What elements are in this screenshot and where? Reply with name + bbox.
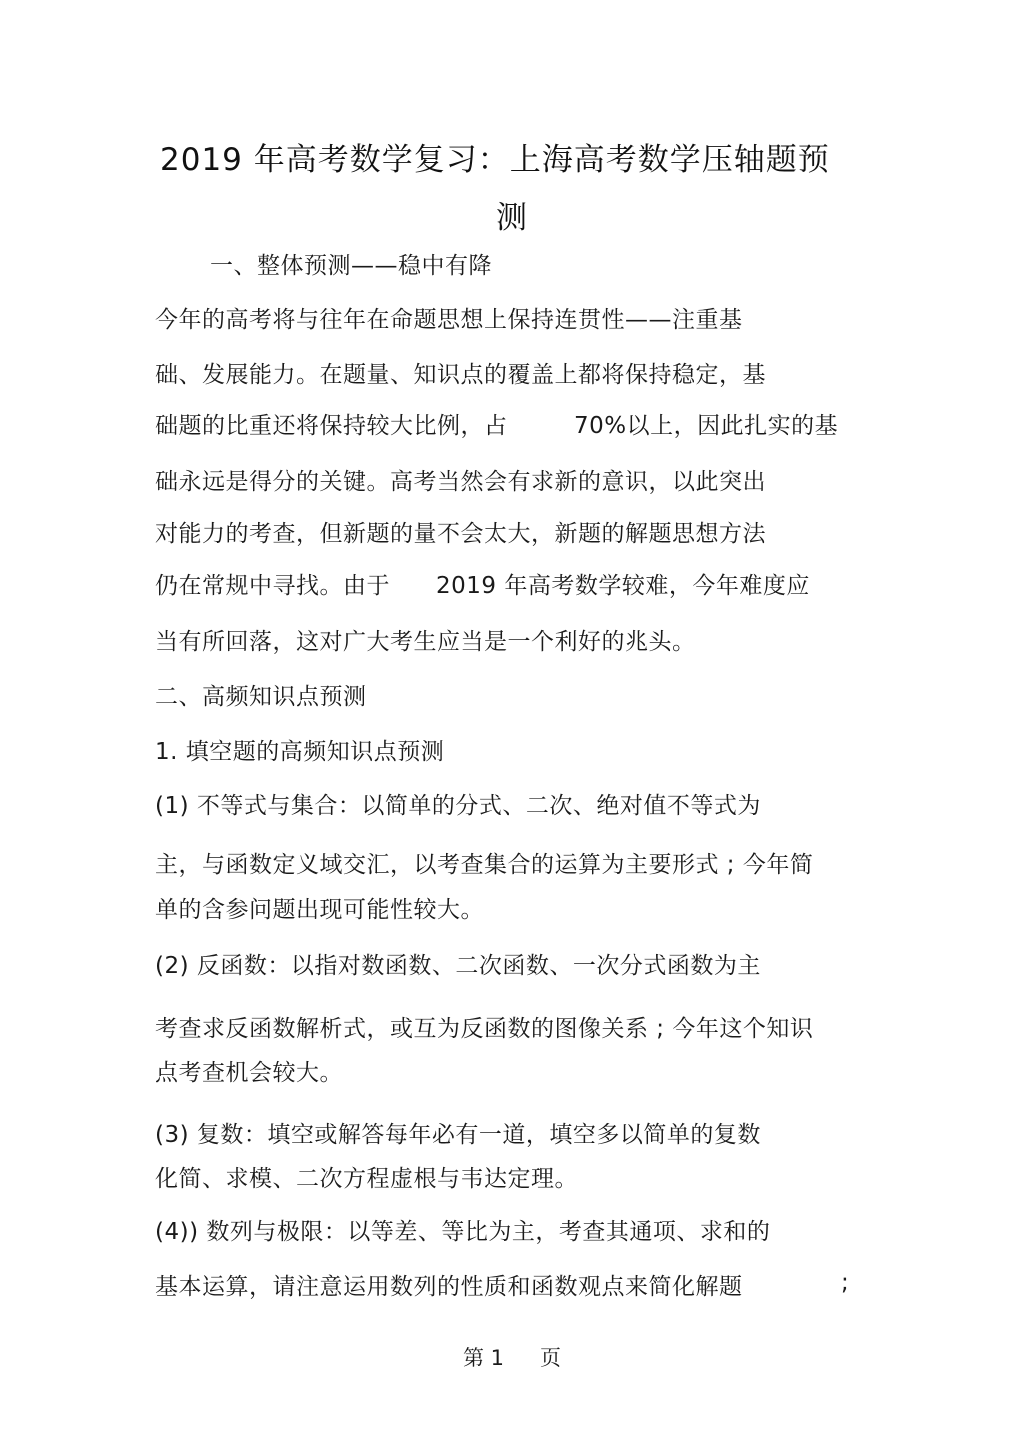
item4-line: (4)) 数列与极限：以等差、等比为主，考查其通项、求和的 <box>155 1219 771 1245</box>
item2-line: 点考查机会较大。 <box>155 1060 343 1086</box>
item3-line: (3) 复数：填空或解答每年必有一道，填空多以简单的复数 <box>155 1122 761 1148</box>
sub1-heading: 1. 填空题的高频知识点预测 <box>155 739 445 765</box>
page-number-suffix: 页 <box>540 1346 561 1370</box>
item4-line: ; <box>841 1270 850 1296</box>
para1-line: 础永远是得分的关键。高考当然会有求新的意识，以此突出 <box>155 469 766 495</box>
para1-line: 今年的高考将与往年在命题思想上保持连贯性——注重基 <box>155 307 743 333</box>
para1-line: 仍在常规中寻找。由于 <box>155 573 390 599</box>
item2-line: 考查求反函数解析式，或互为反函数的图像关系 ; 今年这个知识 <box>155 1016 814 1042</box>
document-title-line1: 2019 年高考数学复习：上海高考数学压轴题预 <box>160 142 830 178</box>
section1-heading: 一、整体预测——稳中有降 <box>210 253 492 279</box>
para1-line: 础、发展能力。在题量、知识点的覆盖上都将保持稳定，基 <box>155 362 766 388</box>
page-number-prefix: 第 1 <box>463 1346 505 1370</box>
section2-heading: 二、高频知识点预测 <box>155 684 367 710</box>
document-title-line2: 测 <box>496 200 528 236</box>
item2-line: (2) 反函数：以指对数函数、二次函数、一次分式函数为主 <box>155 953 761 979</box>
item3-line: 化简、求模、二次方程虚根与韦达定理。 <box>155 1166 578 1192</box>
para1-line: 2019 年高考数学较难，今年难度应 <box>436 573 810 599</box>
para1-line: 当有所回落，这对广大考生应当是一个利好的兆头。 <box>155 629 696 655</box>
item1-line: 单的含参问题出现可能性较大。 <box>155 897 484 923</box>
para1-line: 对能力的考查，但新题的量不会太大，新题的解题思想方法 <box>155 521 766 547</box>
item1-line: (1) 不等式与集合：以简单的分式、二次、绝对值不等式为 <box>155 793 761 819</box>
para1-line: 70%以上，因此扎实的基 <box>574 413 839 439</box>
item1-line: 主，与函数定义域交汇，以考查集合的运算为主要形式 ; 今年简 <box>155 852 814 878</box>
item4-line: 基本运算，请注意运用数列的性质和函数观点来简化解题 <box>155 1274 743 1300</box>
para1-line: 础题的比重还将保持较大比例，占 <box>155 413 508 439</box>
